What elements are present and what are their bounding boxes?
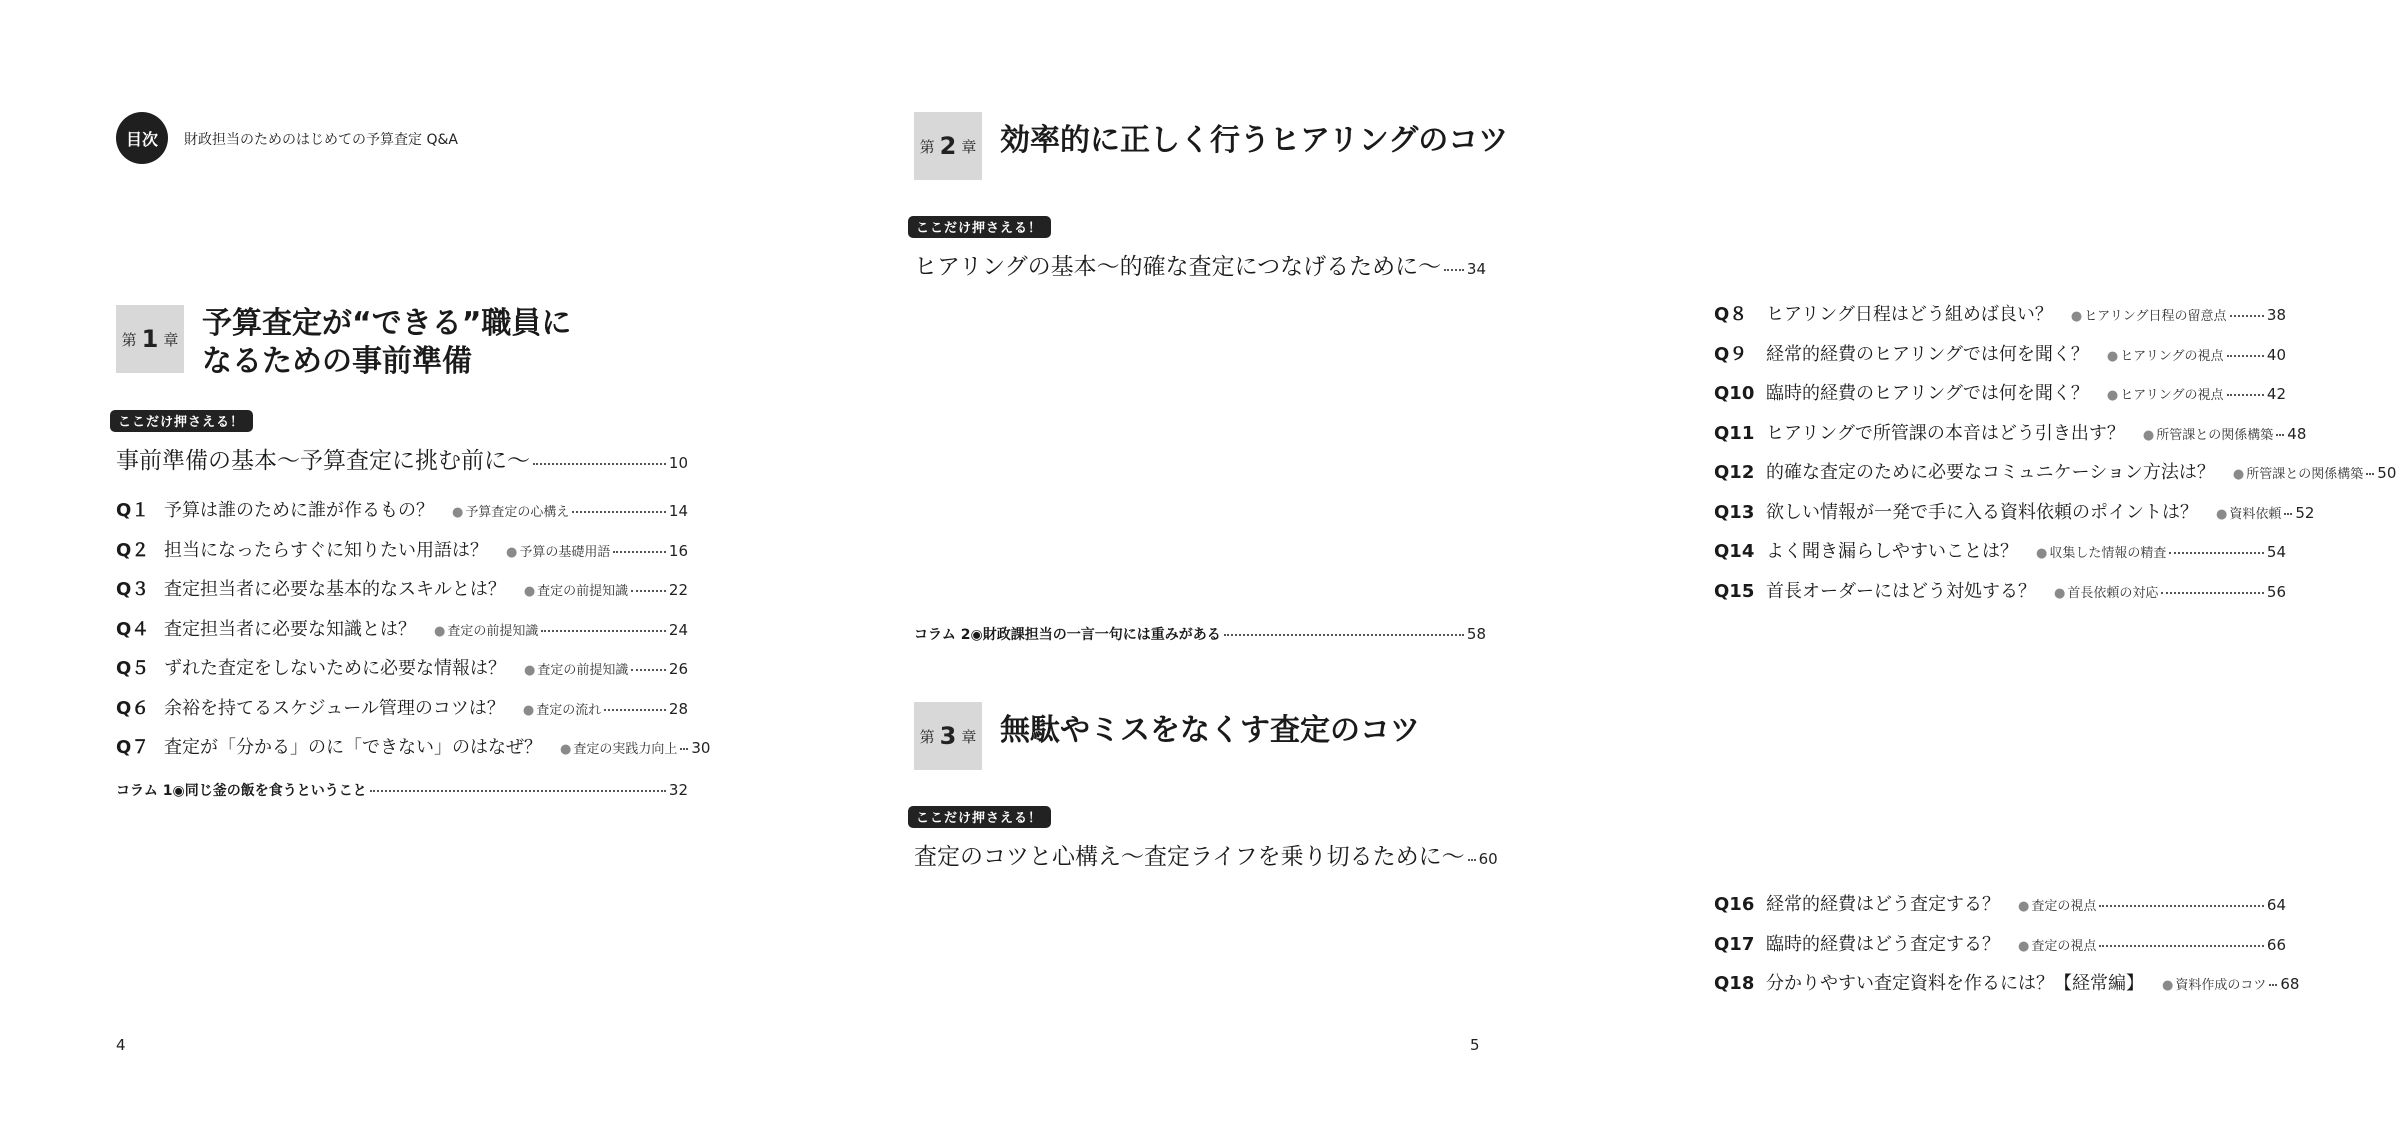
question-text: 欲しい情報が一発で手に入る資料依頼のポイントは？ <box>1766 501 2198 523</box>
question-entry[interactable] <box>1714 379 2286 405</box>
page-number: 5 <box>1470 1036 1480 1054</box>
basics-entry[interactable] <box>116 442 688 475</box>
question-entry[interactable] <box>116 654 688 680</box>
chapter-suffix: 章 <box>961 727 977 746</box>
question-number: Q13 <box>1714 501 1755 523</box>
page-ref: 38 <box>2266 306 2286 324</box>
question-number: Q15 <box>1714 580 1755 602</box>
leader-dots <box>2269 984 2277 986</box>
chapter-suffix: 章 <box>961 137 977 156</box>
question-entry[interactable] <box>116 496 688 522</box>
leader-dots <box>2169 552 2264 554</box>
question-entry[interactable] <box>1714 537 2286 563</box>
chapter-prefix: 第 <box>919 727 935 746</box>
leader-dots <box>2161 592 2264 594</box>
page-ref: 16 <box>668 541 688 560</box>
topic-tag: ● 収集した情報の精査 <box>2036 542 2166 561</box>
page-ref: 60 <box>1478 850 1498 868</box>
question-number: Q２ <box>116 539 150 561</box>
question-number: Q６ <box>116 697 150 719</box>
question-text: 予算は誰のために誰が作るもの？ <box>164 500 434 521</box>
page-ref: 14 <box>668 502 688 520</box>
key-points-pill: ここだけ押さえる！ <box>110 410 253 432</box>
page-ref: 66 <box>2266 935 2286 954</box>
topic-tag: ● 資料作成のコツ <box>2162 974 2266 993</box>
question-entry[interactable] <box>116 536 688 562</box>
leader-dots <box>533 463 666 465</box>
question-number: Q18 <box>1714 973 1755 994</box>
question-entry[interactable] <box>1714 340 2286 366</box>
question-entry[interactable] <box>1714 577 2286 603</box>
question-number: Q９ <box>1714 343 1748 365</box>
chapter-3-header <box>914 702 1420 770</box>
question-number: Q16 <box>1714 894 1755 915</box>
question-number: Q７ <box>116 737 150 758</box>
question-text: 経常的経費はどう査定する？ <box>1766 894 2000 915</box>
book-title: 財政担当のためのはじめての予算査定 Q&A <box>184 132 458 148</box>
chapter-suffix: 章 <box>163 330 179 349</box>
column-entry[interactable] <box>914 624 1486 644</box>
question-text: ずれた査定をしないために必要な情報は？ <box>164 658 506 679</box>
question-text: 首長オーダーにはどう対処する？ <box>1766 580 2036 602</box>
topic-tag: ● ヒアリングの視点 <box>2107 345 2224 364</box>
chapter-number: 3 <box>939 722 957 750</box>
question-text: 査定担当者に必要な基本的なスキルとは？ <box>164 579 506 600</box>
page-ref: 48 <box>2287 424 2307 443</box>
chapter-2-label <box>914 112 982 180</box>
chapter-number: 1 <box>141 325 159 353</box>
page-ref: 26 <box>668 660 688 678</box>
leader-dots <box>2276 434 2284 436</box>
question-entry[interactable] <box>1714 458 2396 484</box>
question-number: Q11 <box>1714 422 1755 444</box>
leader-dots <box>2099 905 2264 907</box>
chapter-2-title: 効率的に正しく行うヒアリングのコツ <box>1000 123 1509 158</box>
chapter-prefix: 第 <box>121 330 137 349</box>
leader-dots <box>1444 269 1464 271</box>
page-ref: 68 <box>2280 975 2300 993</box>
question-number: Q10 <box>1714 383 1755 404</box>
topic-tag: ● 査定の実践力向上 <box>560 738 677 757</box>
chapter-1-title-line2: なるための事前準備 <box>202 344 472 379</box>
question-text: 的確な査定のために必要なコミュニケーション方法は？ <box>1766 462 2215 483</box>
topic-tag: ● 首長依頼の対応 <box>2054 582 2158 601</box>
chapter-3-label <box>914 702 982 770</box>
page-ref: 22 <box>668 581 688 599</box>
leader-dots <box>680 748 688 750</box>
column-title: コラム 1◉同じ釜の飯を食うということ <box>116 783 367 799</box>
question-text: 査定が「分かる」のに「できない」のはなぜ？ <box>164 737 542 758</box>
question-text: ヒアリング日程はどう組めば良い？ <box>1766 304 2053 325</box>
chapter-1-header <box>116 305 571 381</box>
question-entry[interactable] <box>116 694 688 720</box>
key-points-pill: ここだけ押さえる！ <box>908 806 1051 828</box>
topic-tag: ● ヒアリングの視点 <box>2107 384 2224 403</box>
page-ref: 10 <box>668 454 688 472</box>
leader-dots <box>604 709 666 711</box>
question-entry[interactable] <box>1714 419 2307 445</box>
leader-dots <box>370 790 666 792</box>
topic-tag: ● 査定の流れ <box>523 699 601 718</box>
question-number: Q12 <box>1714 462 1755 483</box>
leader-dots <box>613 551 666 553</box>
question-entry[interactable] <box>116 733 711 759</box>
question-number: Q３ <box>116 579 150 600</box>
leader-dots <box>1224 634 1464 636</box>
leader-dots <box>2227 355 2264 357</box>
question-number: Q17 <box>1714 933 1755 955</box>
topic-tag: ● ヒアリング日程の留意点 <box>2071 305 2227 324</box>
question-number: Q８ <box>1714 304 1748 325</box>
column-entry[interactable] <box>116 780 688 800</box>
question-text: 臨時的経費のヒアリングでは何を聞く？ <box>1766 383 2089 404</box>
leader-dots <box>631 590 666 592</box>
question-text: よく聞き漏らしやすいことは？ <box>1766 541 2018 562</box>
topic-tag: ● 資料依頼 <box>2216 503 2281 522</box>
question-text: 分かりやすい査定資料を作るには？【経常編】 <box>1766 973 2144 994</box>
topic-tag: ● 予算査定の心構え <box>452 501 569 520</box>
page-ref: 52 <box>2295 503 2315 522</box>
leader-dots <box>2227 394 2264 396</box>
left-page <box>0 0 800 1130</box>
right-page <box>800 0 2396 1130</box>
page-ref: 42 <box>2266 385 2286 403</box>
topic-tag: ● 所管課との関係構築 <box>2143 424 2273 443</box>
topic-tag: ● 査定の前提知識 <box>524 580 628 599</box>
question-entry[interactable] <box>1714 930 2286 956</box>
chapter-number: 2 <box>939 132 957 160</box>
page-ref: 30 <box>691 739 711 757</box>
question-entry[interactable] <box>1714 890 2286 916</box>
question-entry[interactable] <box>1714 498 2315 524</box>
topic-tag: ● 予算の基礎用語 <box>506 541 610 560</box>
topic-tag: ● 所管課との関係構築 <box>2233 463 2363 482</box>
topic-tag: ● 査定の視点 <box>2018 935 2096 954</box>
chapter-1-title <box>202 305 571 381</box>
page-ref: 56 <box>2266 582 2286 601</box>
page-ref: 34 <box>1466 260 1486 278</box>
topic-tag: ● 査定の視点 <box>2018 895 2096 914</box>
leader-dots <box>572 511 666 513</box>
leader-dots <box>2366 473 2374 475</box>
question-text: 担当になったらすぐに知りたい用語は？ <box>164 539 488 561</box>
question-entry[interactable] <box>1714 969 2300 995</box>
question-text: 経常的経費のヒアリングでは何を聞く？ <box>1766 343 2089 365</box>
column-title: コラム 2◉財政課担当の一言一句には重みがある <box>914 627 1221 643</box>
basics-entry[interactable] <box>914 838 1498 871</box>
page-ref: 58 <box>1466 625 1486 643</box>
question-entry[interactable] <box>116 615 688 641</box>
chapter-3-title: 無駄やミスをなくす査定のコツ <box>1000 713 1420 748</box>
page-ref: 28 <box>668 699 688 718</box>
page-ref: 50 <box>2377 464 2396 482</box>
question-number: Q１ <box>116 500 150 521</box>
basics-title: 事前準備の基本～予算査定に挑む前に～ <box>116 448 530 474</box>
leader-dots <box>631 669 666 671</box>
page-ref: 64 <box>2266 896 2286 914</box>
toc-badge: 目次 <box>116 112 168 164</box>
key-points-pill: ここだけ押さえる！ <box>908 216 1051 238</box>
question-number: Q４ <box>116 618 150 640</box>
page-ref: 32 <box>668 781 688 799</box>
basics-title: ヒアリングの基本～的確な査定につなげるために～ <box>914 254 1442 280</box>
leader-dots <box>2230 315 2264 317</box>
chapter-prefix: 第 <box>919 137 935 156</box>
leader-dots <box>2099 945 2264 947</box>
basics-title: 査定のコツと心構え～査定ライフを乗り切るために～ <box>914 844 1465 870</box>
chapter-1-label <box>116 305 184 373</box>
question-text: 余裕を持てるスケジュール管理のコツは？ <box>164 697 505 719</box>
question-entry[interactable] <box>116 575 688 601</box>
topic-tag: ● 査定の前提知識 <box>434 620 538 639</box>
question-number: Q５ <box>116 658 150 679</box>
question-text: ヒアリングで所管課の本音はどう引き出す？ <box>1766 422 2125 444</box>
chapter-1-title-line1: 予算査定が“できる”職員に <box>202 306 572 341</box>
page-ref: 24 <box>668 620 688 639</box>
basics-entry[interactable] <box>914 248 1486 281</box>
question-text: 査定担当者に必要な知識とは？ <box>164 618 416 640</box>
question-entry[interactable] <box>1714 300 2286 326</box>
leader-dots <box>541 630 666 632</box>
leader-dots <box>1468 859 1476 861</box>
chapter-2-header <box>914 112 1508 180</box>
page-ref: 40 <box>2266 345 2286 364</box>
page-number: 4 <box>116 1036 126 1054</box>
leader-dots <box>2284 513 2292 515</box>
page-ref: 54 <box>2266 543 2286 561</box>
topic-tag: ● 査定の前提知識 <box>524 659 628 678</box>
question-number: Q14 <box>1714 541 1755 562</box>
question-text: 臨時的経費はどう査定する？ <box>1766 933 2000 955</box>
